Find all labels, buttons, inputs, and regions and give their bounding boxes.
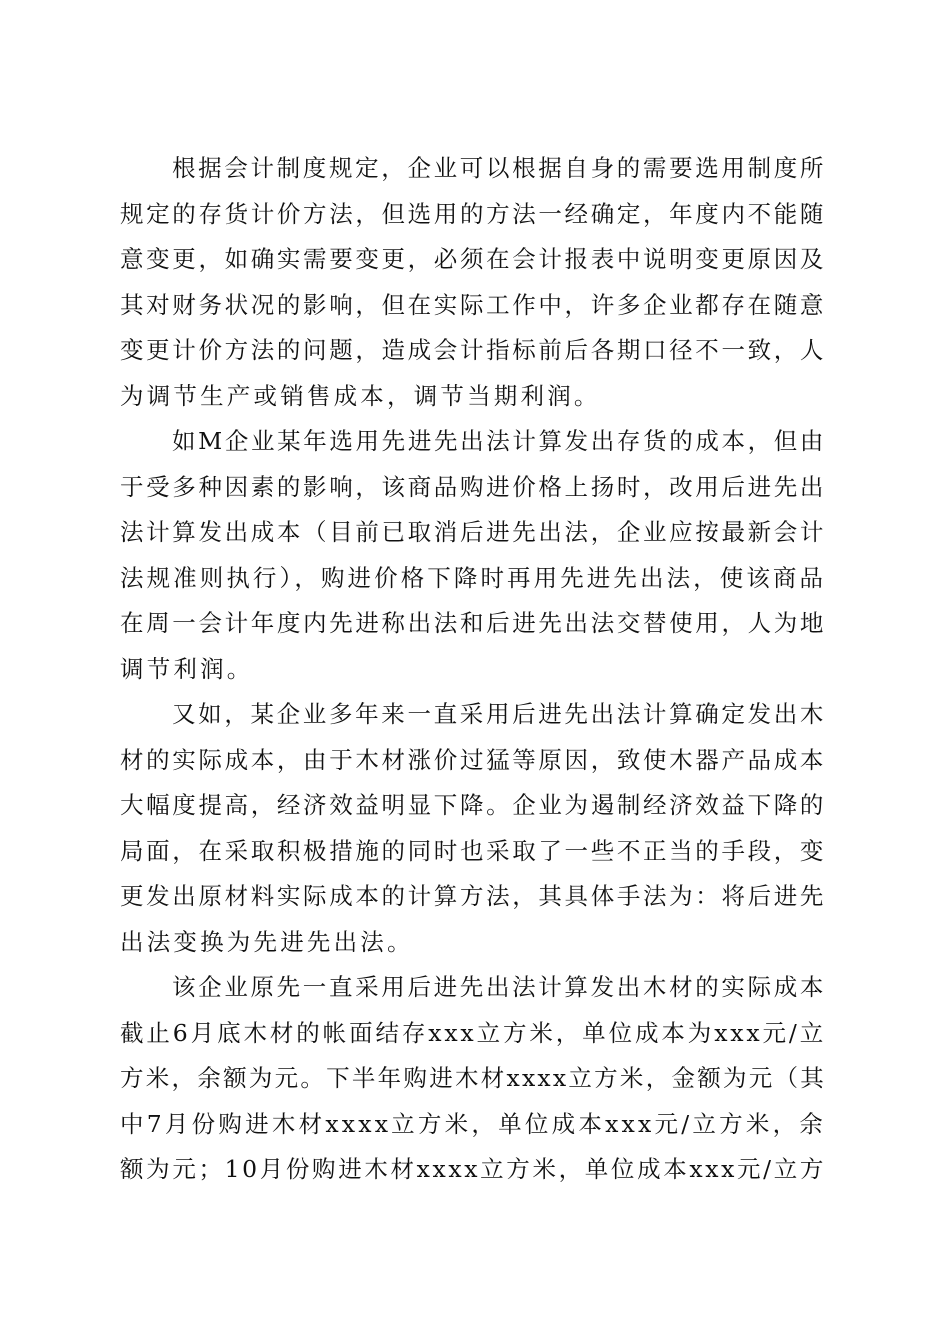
text-line: 在周一会计年度内先进称出法和后进先出法交替使用，人为地 xyxy=(120,609,826,637)
text-line: 局面，在采取积极措施的同时也采取了一些不正当的手段，变 xyxy=(120,836,826,865)
paragraph-3 xyxy=(120,692,826,965)
text-line: 该企业原先一直采用后进先出法计算发出木材的实际成本 xyxy=(172,973,826,1001)
text-line: 中7月份购进木材xxxx立方米，单位成本xxx元/立方米，余 xyxy=(120,1109,826,1138)
text-line: 调节利润。 xyxy=(120,654,254,683)
text-line: 根据会计制度规定，企业可以根据自身的需要选用制度所 xyxy=(172,154,826,182)
document-body xyxy=(120,146,826,1193)
text-line: 规定的存货计价方法，但选用的方法一经确定，年度内不能随 xyxy=(120,199,826,228)
paragraph-4 xyxy=(120,965,826,1193)
text-line: 为调节生产或销售成本，调节当期利润。 xyxy=(120,381,601,410)
text-line: 材的实际成本，由于木材涨价过猛等原因，致使木器产品成本 xyxy=(120,745,826,774)
text-line: 法计算发出成本（目前已取消后进先出法，企业应按最新会计 xyxy=(120,518,826,546)
text-line: 额为元；10月份购进木材xxxx立方米，单位成本xxx元/立方 xyxy=(120,1155,826,1183)
text-line: 大幅度提高，经济效益明显下降。企业为遏制经济效益下降的 xyxy=(120,791,826,819)
paragraph-1 xyxy=(120,146,826,419)
text-line: 出法变换为先进先出法。 xyxy=(120,927,414,956)
text-line: 法规准则执行），购进价格下降时再用先进先出法，使该商品 xyxy=(120,563,826,592)
text-line: 如M企业某年选用先进先出法计算发出存货的成本，但由 xyxy=(172,427,826,455)
text-line: 截止6月底木材的帐面结存xxx立方米，单位成本为xxx元/立 xyxy=(120,1018,826,1047)
text-line: 意变更，如确实需要变更，必须在会计报表中说明变更原因及 xyxy=(120,245,826,273)
paragraph-2 xyxy=(120,419,826,692)
text-line: 方米，余额为元。下半年购进木材xxxx立方米，金额为元（其 xyxy=(120,1064,826,1092)
text-line: 其对财务状况的影响，但在实际工作中，许多企业都存在随意 xyxy=(120,290,826,319)
text-line: 又如，某企业多年来一直采用后进先出法计算确定发出木 xyxy=(172,700,826,728)
text-line: 于受多种因素的影响，该商品购进价格上扬时，改用后进先出 xyxy=(120,472,826,501)
text-line: 变更计价方法的问题，造成会计指标前后各期口径不一致，人 xyxy=(120,336,826,364)
text-line: 更发出原材料实际成本的计算方法，其具体手法为：将后进先 xyxy=(120,882,826,910)
